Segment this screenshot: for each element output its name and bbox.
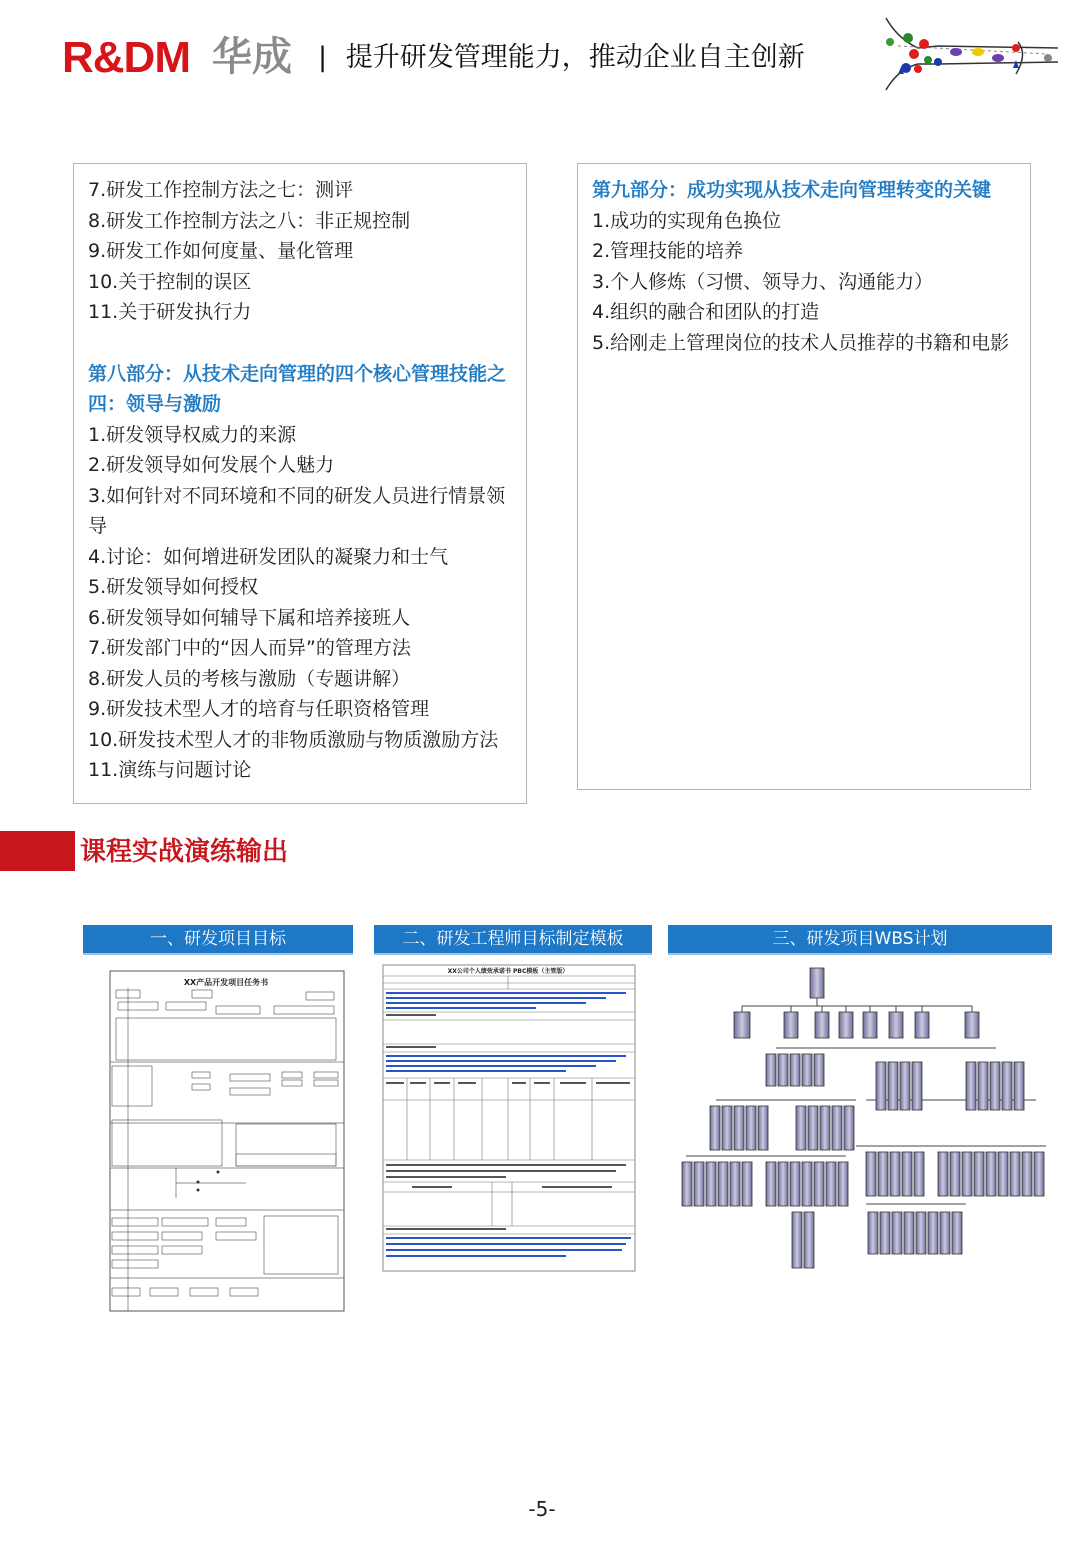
outline-item: 10.关于控制的误区 xyxy=(88,270,252,293)
section9-heading: 第九部分：成功实现从技术走向管理转变的关键 xyxy=(592,179,992,201)
section-accent-bar xyxy=(0,831,75,871)
outline-item: 2.管理技能的培养 xyxy=(592,240,744,262)
outline-item: 9.研发技术型人才的培育与任职资格管理 xyxy=(88,698,430,720)
outline-item: 11.关于研发执行力 xyxy=(88,301,252,323)
outline-item: 8.研发工作控制方法之八：非正规控制 xyxy=(88,209,411,232)
header-slogan xyxy=(318,38,805,78)
slogan-text: 提升研发管理能力，推动企业自主创新 xyxy=(345,42,805,73)
thumb-label-project-goal: 一、研发项目目标 xyxy=(83,925,353,953)
section-title-output: 课程实战演练输出 xyxy=(80,837,289,867)
outline-item: 4.讨论：如何增进研发团队的凝聚力和士气 xyxy=(88,545,449,568)
outline-item: 4.组织的融合和团队的打造 xyxy=(592,301,820,323)
outline-item: 3.如何针对不同环境和不同的研发人员进行情景领 xyxy=(88,484,506,507)
thumb1-doc-title: XX产品开发项目任务书 xyxy=(183,978,269,987)
outline-item: 3.个人修炼（习惯、领导力、沟通能力） xyxy=(592,270,934,293)
course-outline-left xyxy=(88,175,518,786)
slogan-separator: | xyxy=(318,42,328,73)
thumb2-doc-title: XX公司个人绩效承诺书 PBC模板（主管版） xyxy=(447,968,569,975)
outline-item: 9.研发工作如何度量、量化管理 xyxy=(88,240,354,262)
pbc-template-image xyxy=(382,964,637,1274)
outline-item: 5.给刚走上管理岗位的技术人员推荐的书籍和电影 xyxy=(592,331,1010,354)
outline-item: 7.研发部门中的“因人而异”的管理方法 xyxy=(88,637,411,659)
section8-heading-cont: 四：领导与激励 xyxy=(88,393,222,415)
wbs-tree-image xyxy=(676,960,1052,1272)
outline-item: 2.研发领导如何发展个人魅力 xyxy=(88,454,335,476)
outline-item: 7.研发工作控制方法之七：测评 xyxy=(88,179,354,201)
decorative-network-graphic xyxy=(878,14,1068,94)
page-number: -5- xyxy=(528,1497,556,1521)
course-outline-right xyxy=(592,175,1022,358)
thumb-label-wbs-plan: 三、研发项目WBS计划 xyxy=(668,925,1052,953)
outline-item: 5.研发领导如何授权 xyxy=(88,576,259,598)
section8-heading: 第八部分：从技术走向管理的四个核心管理技能之 xyxy=(88,362,507,385)
rdm-logo: R&DM xyxy=(62,33,190,82)
outline-item: 1.研发领导权威力的来源 xyxy=(88,423,297,446)
thumb-label-engineer-template: 二、研发工程师目标制定模板 xyxy=(374,925,652,953)
outline-item: 导 xyxy=(88,515,108,537)
outline-item: 6.研发领导如何辅导下属和培养接班人 xyxy=(88,606,411,629)
project-task-form-image xyxy=(106,968,348,1324)
outline-item: 8.研发人员的考核与激励（专题讲解） xyxy=(88,667,411,690)
outline-item: 10.研发技术型人才的非物质激励与物质激励方法 xyxy=(88,728,499,751)
outline-item: 1.成功的实现角色换位 xyxy=(592,209,782,232)
brand-name-cn: 华成 xyxy=(212,34,292,80)
outline-item: 11.演练与问题讨论 xyxy=(88,759,252,781)
